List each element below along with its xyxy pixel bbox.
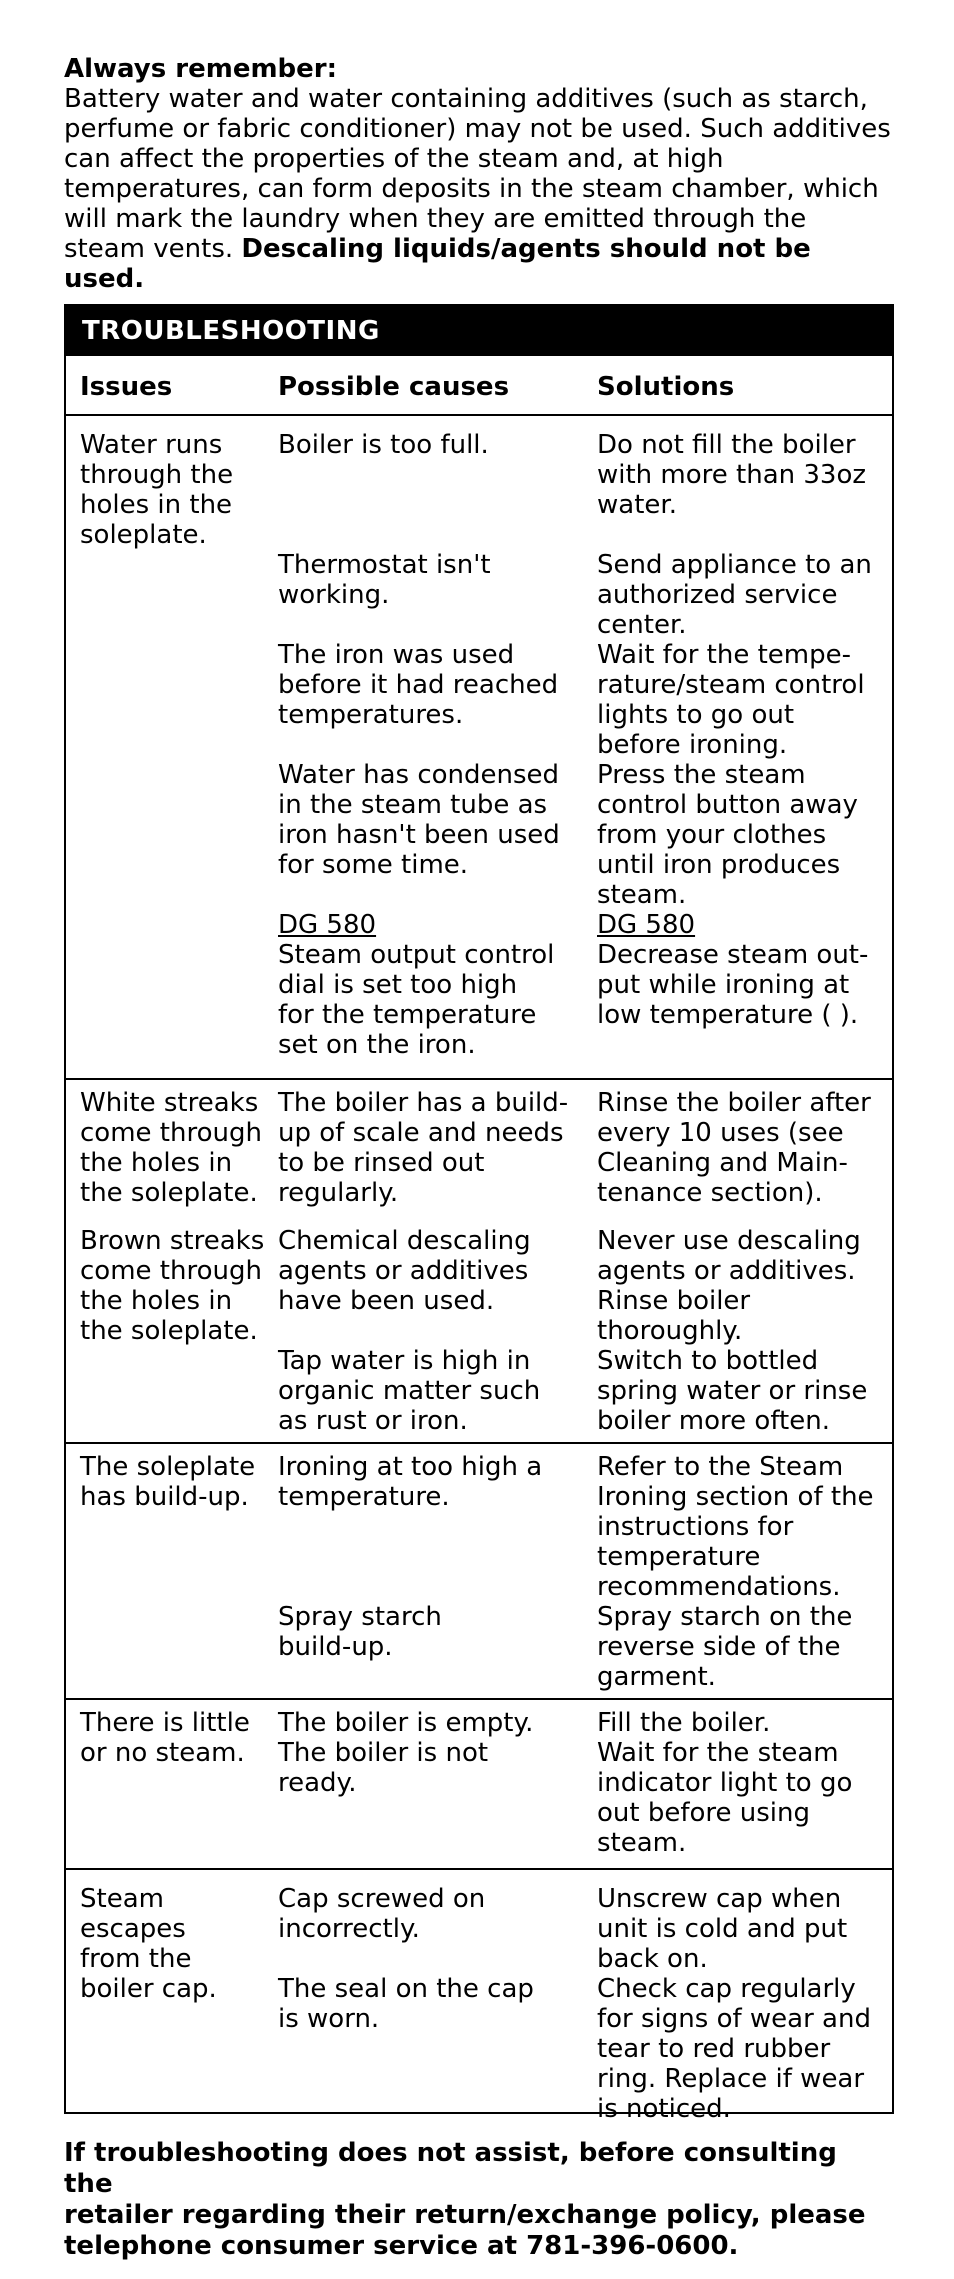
issue-cell: The soleplate has build-up.: [80, 1452, 256, 1512]
group-water-runs: [66, 416, 892, 1080]
footer-note: If troubleshooting does not assist, before consulting the retailer regarding their return/exchange policy, please telephone consumer service at 781-396-0600.: [64, 2138, 866, 2261]
column-header-causes: Possible causes: [278, 372, 510, 402]
always-remember-text: [64, 84, 894, 294]
issue-cell: Steam escapes from the boiler cap.: [80, 1884, 217, 2004]
cause-cell: Chemical descaling agents or additives have been used.: [278, 1226, 531, 1316]
cause-cell: The iron was used before it had reached temperatures.: [278, 640, 559, 730]
cause-cell: Ironing at too high a temperature.: [278, 1452, 543, 1512]
cause-cell: The seal on the cap is worn.: [278, 1974, 534, 2034]
group-little-steam: [66, 1700, 892, 1870]
cause-cell: The boiler has a build- up of scale and needs to be rinsed out regularly.: [278, 1088, 569, 1208]
cause-cell: Spray starch build-up.: [278, 1602, 442, 1662]
always-remember-section: [64, 54, 894, 294]
troubleshooting-table: [64, 304, 894, 2124]
solution-cell: Never use descaling agents or additives. Rinse boiler thoroughly.: [597, 1226, 861, 1346]
cause-cell: Tap water is high in organic matter such as rust or iron.: [278, 1346, 541, 1436]
solution-cell: Check cap regularly for signs of wear and tear to red rubber ring. Replace if wear is noticed.: [597, 1974, 871, 2124]
solution-cell: Fill the boiler. Wait for the steam indicator light to go out before using steam.: [597, 1708, 853, 1858]
group-steam-escapes: [66, 1870, 892, 2124]
solution-cell: Unscrew cap when unit is cold and put back on.: [597, 1884, 848, 1974]
cause-cell: Boiler is too full.: [278, 430, 489, 460]
issue-cell: White streaks come through the holes in the soleplate.: [80, 1088, 262, 1208]
column-header-solutions: Solutions: [597, 372, 735, 402]
cause-cell: The boiler is empty. The boiler is not ready.: [278, 1708, 534, 1798]
cause-cell: Cap screwed on incorrectly.: [278, 1884, 486, 1944]
column-header-issues: Issues: [80, 372, 173, 402]
solution-cell: Switch to bottled spring water or rinse boiler more often.: [597, 1346, 868, 1436]
solution-cell: Send appliance to an authorized service center.: [597, 550, 872, 640]
issue-cell: There is little or no steam.: [80, 1708, 250, 1768]
cause-cell: Water has condensed in the steam tube as iron hasn't been used for some time.: [278, 760, 560, 880]
column-headers: [66, 356, 892, 416]
solution-cell: Decrease steam out- put while ironing at low temperature ( ).: [597, 940, 869, 1030]
solution-cell: Wait for the tempe- rature/steam control lights to go out before ironing.: [597, 640, 865, 760]
solution-cell: Do not fill the boiler with more than 33oz water.: [597, 430, 867, 520]
troubleshooting-title: TROUBLESHOOTING: [66, 306, 892, 356]
always-remember-heading: Always remember:: [64, 54, 338, 84]
solution-cell: Spray starch on the reverse side of the garment.: [597, 1602, 853, 1692]
cause-model-label: DG 580: [278, 910, 377, 940]
remember-body: Battery water and water containing additives (such as starch, perfume or fabric conditioner) may not be used. Such additives can affect the properties of the steam and, at high temperatures, can form deposits in the steam chamber, which will mark the laundry when they are emitted through the steam vents.: [64, 84, 891, 264]
solution-cell: Rinse the boiler after every 10 uses (see Cleaning and Main- tenance section).: [597, 1088, 871, 1208]
group-streaks: [66, 1080, 892, 1444]
cause-cell: Thermostat isn't working.: [278, 550, 491, 610]
issue-cell: Brown streaks come through the holes in the soleplate.: [80, 1226, 265, 1346]
solution-cell: Press the steam control button away from your clothes until iron produces steam.: [597, 760, 858, 910]
solution-cell: Refer to the Steam Ironing section of the instructions for temperature recommendations.: [597, 1452, 874, 1602]
cause-cell: Steam output control dial is set too high for the temperature set on the iron.: [278, 940, 555, 1060]
group-soleplate-buildup: [66, 1444, 892, 1700]
issue-cell: Water runs through the holes in the soleplate.: [80, 430, 234, 550]
remember-bold-note: Descaling liquids/agents should not be used.: [64, 234, 811, 294]
solution-model-label: DG 580: [597, 910, 696, 940]
